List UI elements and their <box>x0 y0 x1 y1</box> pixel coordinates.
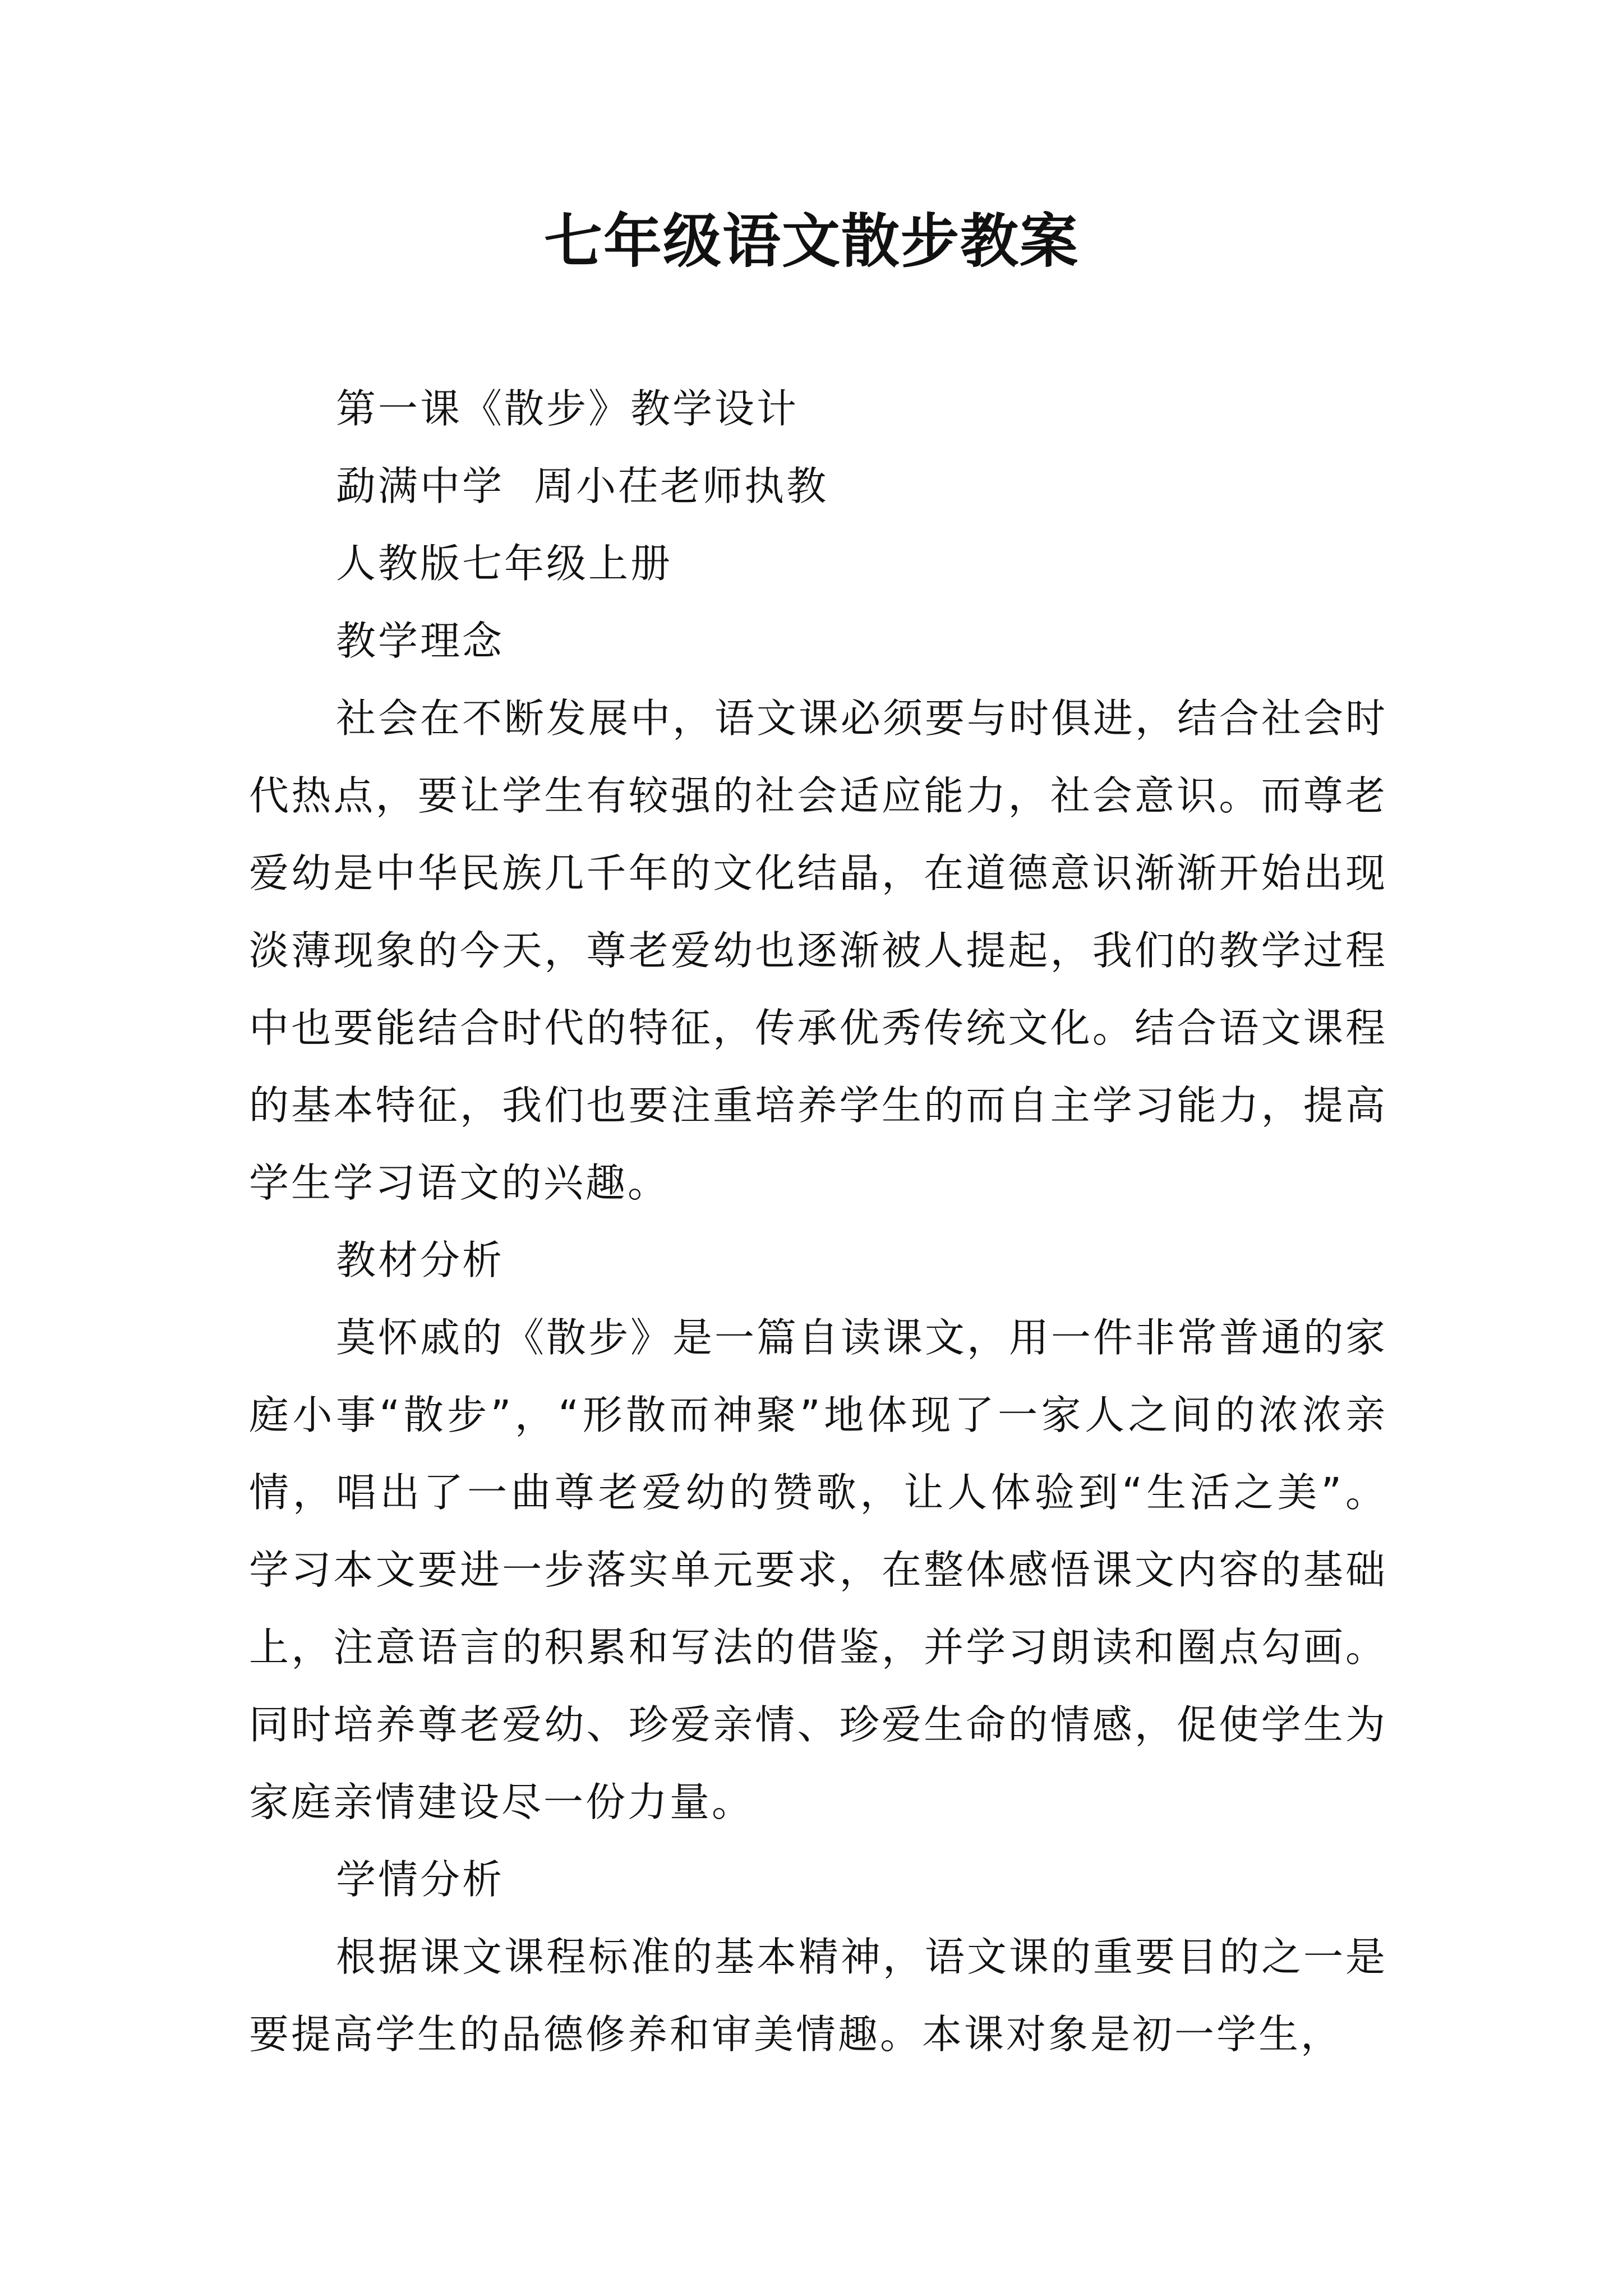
document-title: 七年级语文散步教案 <box>543 206 1079 275</box>
edition-line: 人教版七年级上册 <box>336 540 673 587</box>
school-teacher-line: 勐满中学 周小茌老师执教 <box>336 463 829 509</box>
section-heading-teaching-philosophy: 教学理念 <box>336 618 505 664</box>
section-heading-student-analysis: 学情分析 <box>336 1856 505 1903</box>
section-heading-textbook-analysis: 教材分析 <box>336 1237 505 1283</box>
document-body <box>249 370 1387 2073</box>
section-paragraph-teaching-philosophy: 社会在不断发展中，语文课必须要与时俱进，结合社会时代热点，要让学生有较强的社会适应能力，社会意识。而尊老爱幼是中华民族几千年的文化结晶，在道德意识渐渐开始出现淡薄现象的今天，尊老爱幼也逐渐被人提起，我们的教学过程中也要能结合时代的特征，传承优秀传统文化。结合语文课程的基本特征，我们也要注重培养学生的而自主学习能力，提高学生学习语文的兴趣。 <box>249 695 1388 1206</box>
section-paragraph-textbook-analysis: 莫怀戚的《散步》是一篇自读课文，用一件非常普通的家庭小事“散步”，“形散而神聚”地体现了一家人之间的浓浓亲情，唱出了一曲尊老爱幼的赞歌，让人体验到“生活之美”。学习本文要进一步落实单元要求，在整体感悟课文内容的基础上，注意语言的积累和写法的借鉴，并学习朗读和圈点勾画。同时培养尊老爱幼、珍爱亲情、珍爱生命的情感，促使学生为家庭亲情建设尽一份力量。 <box>249 1314 1388 1825</box>
section-paragraph-student-analysis: 根据课文课程标准的基本精神，语文课的重要目的之一是要提高学生的品德修养和审美情趣。本课对象是初一学生， <box>249 1934 1388 2058</box>
lesson-title: 第一课《散步》教学设计 <box>336 385 799 432</box>
